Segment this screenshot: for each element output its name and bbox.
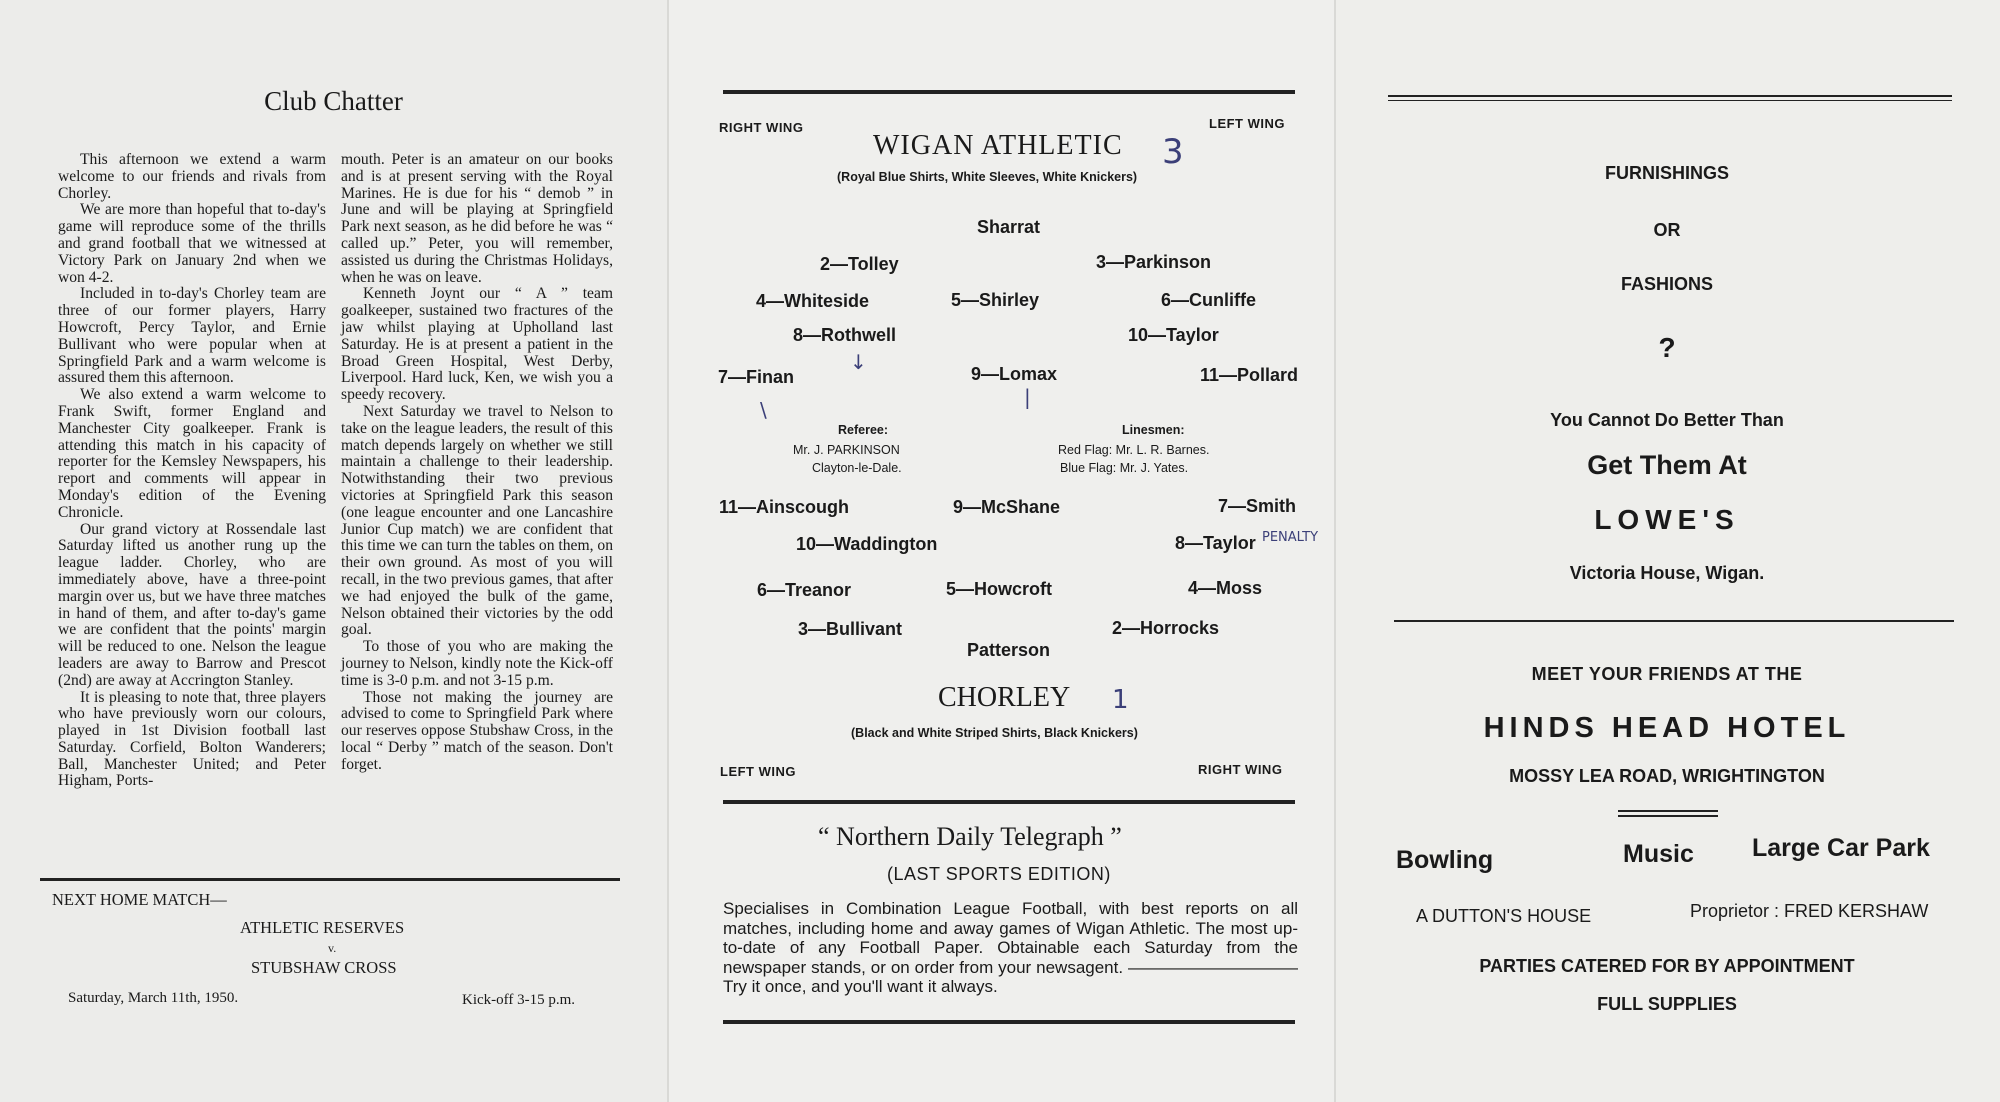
- paragraph: This afternoon we extend a warm welcome to our friends and rivals from Chorley.: [58, 151, 326, 202]
- telegraph-title: “ Northern Daily Telegraph ”: [818, 822, 1122, 851]
- home-player-9: 9—Lomax: [971, 364, 1058, 384]
- goal-mark-rothwell: ↓: [850, 350, 867, 374]
- club-chatter-title: Club Chatter: [264, 86, 403, 116]
- away-player-4: 4—Moss: [1188, 578, 1263, 598]
- home-player-10: 10—Taylor: [1128, 325, 1219, 345]
- away-player-8: 8—Taylor: [1175, 533, 1256, 553]
- lowes-question: ?: [1658, 332, 1676, 363]
- paragraph: We also extend a warm welcome to Frank Swift, former England and Manchester City goalkeeper. Frank is attending this match in his capacity of reporter for the Kemsley Newspapers, his report and comments will appear in Monday's edition of the Evening Chronicle.: [58, 386, 326, 521]
- next-home-vs: v.: [328, 941, 337, 955]
- paragraph: Next Saturday we travel to Nelson to take on the league leaders, the result of this match depends largely on whether we still maintain a challenge to their leadership. Notwithstanding their two previous victories at Springfield Park this season (one league encounter and one Lancashire Junior Cup match) we are confident that this time we can turn the tables on them, on their own ground. As most of you will recall, in the two previous games, that after we had enjoyed the bulk of the game, Nelson obtained their victories by the odd goal.: [341, 402, 613, 639]
- away-player-3: 3—Bullivant: [798, 619, 903, 639]
- lowes-get-them-at: Get Them At: [1587, 450, 1747, 480]
- away-player-6: 6—Treanor: [757, 580, 852, 600]
- away-goalkeeper: Patterson: [967, 640, 1051, 660]
- left-wing-label-top: LEFT WING: [1209, 116, 1285, 131]
- lowes-furnishings: FURNISHINGS: [1604, 163, 1729, 183]
- away-player-11: 11—Ainscough: [719, 497, 850, 517]
- lowes-tagline: You Cannot Do Better Than: [1550, 410, 1784, 430]
- hinds-duttons-house: A DUTTON'S HOUSE: [1416, 906, 1592, 926]
- hinds-car-park: Large Car Park: [1752, 834, 1930, 862]
- home-player-3: 3—Parkinson: [1096, 252, 1212, 272]
- home-score-handwritten: 3: [1162, 132, 1184, 172]
- home-team-kit: (Royal Blue Shirts, White Sleeves, White Knickers): [837, 170, 1138, 184]
- home-player-5: 5—Shirley: [951, 290, 1040, 310]
- home-player-6: 6—Cunliffe: [1161, 290, 1257, 310]
- home-player-4: 4—Whiteside: [756, 291, 870, 311]
- hinds-music: Music: [1623, 840, 1694, 868]
- paragraph: Our grand victory at Rossendale last Saturday lifted us another rung up the league ladder. Chorley, who are immediately above, have a three-point margin over us, but we have three matches in hand of them, and after to-day's game we are confident that the points' margin will be reduced to one. Nelson the league leaders are away to Barrow and Prescot (2nd) are away at Accrington Stanley.: [58, 520, 326, 689]
- hinds-hotel-name: HINDS HEAD HOTEL: [1483, 712, 1851, 744]
- referee-town: Clayton-le-Dale.: [812, 461, 902, 475]
- referee-name: Mr. J. PARKINSON: [793, 443, 900, 457]
- paragraph: Kenneth Joynt our “ A ” team goalkeeper, sustained two fractures of the jaw whilst playing at Upholland last Saturday. He is at present a patient in the Broad Green Hospital, West Derby, Liverpool. Hard luck, Ken, we wish you a speedy recovery.: [341, 285, 613, 404]
- away-player-9: 9—McShane: [953, 497, 1061, 517]
- bottom-rule: [723, 1020, 1295, 1024]
- lowes-fashions: FASHIONS: [1620, 274, 1713, 294]
- paragraph: Those not making the journey are advised to come to Springfield Park where our reserves oppose Stubshaw Cross, in the local “ Derby ” match of the season. Don't forget.: [341, 688, 613, 773]
- goal-mark-lomax: |: [1024, 385, 1031, 409]
- home-player-11: 11—Pollard: [1200, 365, 1299, 385]
- referee-label: Referee:: [838, 423, 889, 437]
- away-score-handwritten: 1: [1112, 685, 1129, 715]
- next-home-heading: NEXT HOME MATCH—: [52, 890, 227, 909]
- lowes-or: OR: [1653, 220, 1681, 240]
- telegraph-body: Specialises in Combination League Football, with best reports on all matches, including home and away games of Wigan Athletic. The most up-to-date of any Football Paper. Obtainable each Saturday from the newspaper stands, or on order from your newsagent. —————————— Try it once, and you'll want it always.: [723, 899, 1298, 996]
- telegraph-edition: (LAST SPORTS EDITION): [887, 864, 1111, 884]
- hinds-parties: PARTIES CATERED FOR BY APPOINTMENT: [1479, 956, 1855, 976]
- club-chatter-left-column: [58, 152, 326, 790]
- goal-mark-finan: \: [760, 398, 767, 422]
- home-goalkeeper: Sharrat: [977, 217, 1041, 237]
- hinds-address: MOSSY LEA ROAD, WRIGHTINGTON: [1509, 766, 1825, 786]
- next-home-team2: STUBSHAW CROSS: [251, 958, 397, 977]
- right-wing-label-bottom: RIGHT WING: [1198, 762, 1283, 777]
- home-player-7: 7—Finan: [718, 367, 795, 387]
- linesmen-label: Linesmen:: [1122, 423, 1185, 437]
- paragraph: It is pleasing to note that, three players who have previously worn our colours, played in 1st Division football last Saturday. Corfield, Bolton Wanderers; Ball, Manchester United; and Peter Higham, Ports-: [58, 688, 326, 790]
- away-team-name: CHORLEY: [938, 682, 1071, 713]
- hinds-full-supplies: FULL SUPPLIES: [1597, 994, 1737, 1014]
- next-home-kickoff: Kick-off 3-15 p.m.: [462, 992, 576, 1008]
- top-rule: [723, 90, 1295, 94]
- left-wing-label-bottom: LEFT WING: [720, 764, 796, 779]
- penalty-note-handwritten: PENALTY: [1262, 530, 1319, 545]
- paragraph: To those of you who are making the journey to Nelson, kindly note the Kick-off time is 3-0 p.m. and not 3-15 p.m.: [341, 638, 613, 689]
- ad-divider: [1394, 620, 1954, 622]
- middle-rule: [723, 800, 1295, 804]
- club-chatter-right-column: [341, 152, 613, 773]
- small-rule-1: [1618, 810, 1718, 812]
- away-player-2: 2—Horrocks: [1112, 618, 1220, 638]
- hinds-meet-friends: MEET YOUR FRIENDS AT THE: [1531, 664, 1803, 684]
- paragraph: mouth. Peter is an amateur on our books and is at present serving with the Royal Marines. He is due for his “ demob ” in June and will be playing at Springfield Park next season, as he did before he was “ called up.” Peter, you will remember, assisted us during the Christmas Holidays, when he was on leave.: [341, 151, 613, 286]
- next-home-date: Saturday, March 11th, 1950.: [68, 990, 239, 1006]
- linesman-blue-flag: Blue Flag: Mr. J. Yates.: [1060, 461, 1189, 475]
- away-player-10: 10—Waddington: [796, 534, 938, 554]
- hinds-bowling: Bowling: [1396, 846, 1494, 874]
- top-double-rule-2: [1388, 100, 1952, 101]
- next-home-team1: ATHLETIC RESERVES: [240, 918, 405, 937]
- linesman-red-flag: Red Flag: Mr. L. R. Barnes.: [1058, 443, 1210, 457]
- paragraph: Included in to-day's Chorley team are three of our former players, Harry Howcroft, Percy Taylor, and Ernie Bullivant who were popular when at Springfield Park and a warm welcome is assured them this afternoon.: [58, 285, 326, 387]
- hinds-proprietor: Proprietor : FRED KERSHAW: [1690, 901, 1929, 921]
- top-double-rule-1: [1388, 95, 1952, 97]
- paragraph: We are more than hopeful that to-day's game will reproduce some of the thrills and grand football that we witnessed at Victory Park on January 2nd when we won 4-2.: [58, 201, 326, 286]
- away-team-kit: (Black and White Striped Shirts, Black Knickers): [851, 726, 1138, 740]
- right-wing-label-top: RIGHT WING: [719, 120, 804, 135]
- home-team-name: WIGAN ATHLETIC: [873, 130, 1123, 161]
- small-rule-2: [1618, 815, 1718, 817]
- lowes-address: Victoria House, Wigan.: [1569, 563, 1765, 583]
- lowes-name: LOWE'S: [1594, 504, 1740, 535]
- home-player-8: 8—Rothwell: [793, 325, 897, 345]
- away-player-5: 5—Howcroft: [946, 579, 1053, 599]
- divider: [40, 878, 620, 881]
- home-player-2: 2—Tolley: [820, 254, 899, 274]
- away-player-7: 7—Smith: [1218, 496, 1297, 516]
